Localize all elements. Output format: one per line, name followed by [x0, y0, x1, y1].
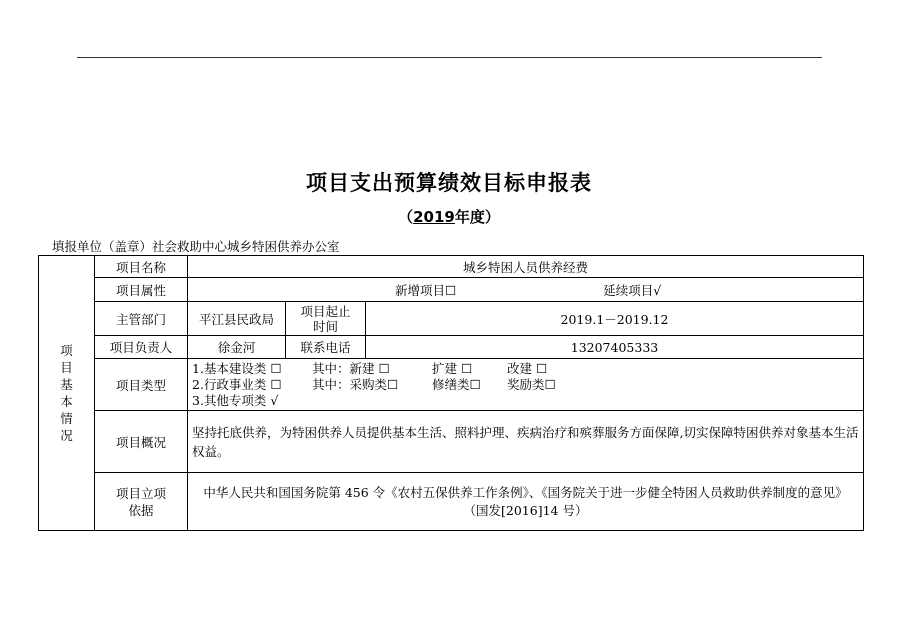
type-line-3: 3.其他专项类 √ [192, 392, 279, 408]
project-name-value: 城乡特困人员供养经费 [188, 256, 864, 278]
section-label: 项 目 基 本 情 况 [39, 256, 95, 531]
year-line [0, 206, 898, 227]
project-name-label: 项目名称 [95, 256, 188, 278]
top-rule [77, 57, 822, 58]
year-number: 2019 [413, 208, 455, 226]
project-type-options [188, 359, 864, 411]
page-title: 项目支出预算绩效目标申报表 [306, 171, 592, 195]
person-value: 徐金河 [188, 336, 286, 359]
application-form-table [38, 255, 864, 531]
dept-label: 主管部门 [95, 302, 188, 336]
continue-project-option: 延续项目√ [603, 282, 662, 298]
basis-label: 项目立项 依据 [95, 473, 188, 531]
phone-value: 13207405333 [366, 336, 864, 359]
period-value: 2019.1－2019.12 [366, 302, 864, 336]
year-prefix: （ [398, 208, 414, 226]
summary-label: 项目概况 [95, 411, 188, 473]
type-line-2: 2.行政事业类 ☐ 其中：采购类☐ 修缮类☐ 奖励类☐ [192, 376, 556, 392]
basis-value: 中华人民共和国国务院第 456 令《农村五保供养工作条例》、《国务院关于进一步健全特困人员救助供养制度的意见》 （国发[2016]14 号） [188, 473, 864, 531]
fill-unit: 填报单位（盖章）社会救助中心城乡特困供养办公室 [52, 239, 340, 254]
year-suffix: 年度） [454, 208, 500, 226]
project-attribute-label: 项目属性 [95, 278, 188, 302]
dept-value: 平江县民政局 [188, 302, 286, 336]
new-project-option: 新增项目☐ [395, 282, 457, 298]
project-attribute-value [188, 278, 864, 302]
person-label: 项目负责人 [95, 336, 188, 359]
phone-label: 联系电话 [286, 336, 366, 359]
period-label: 项目起止 时间 [286, 302, 366, 336]
type-line-1: 1.基本建设类 ☐ 其中：新建 ☐ 扩建 ☐ 改建 ☐ [192, 360, 548, 376]
summary-value: 坚持托底供养，为特困供养人员提供基本生活、照料护理、疾病治疗和殡葬服务方面保障,切实保障特困供养对象基本生活权益。 [188, 411, 864, 473]
project-type-label: 项目类型 [95, 359, 188, 411]
